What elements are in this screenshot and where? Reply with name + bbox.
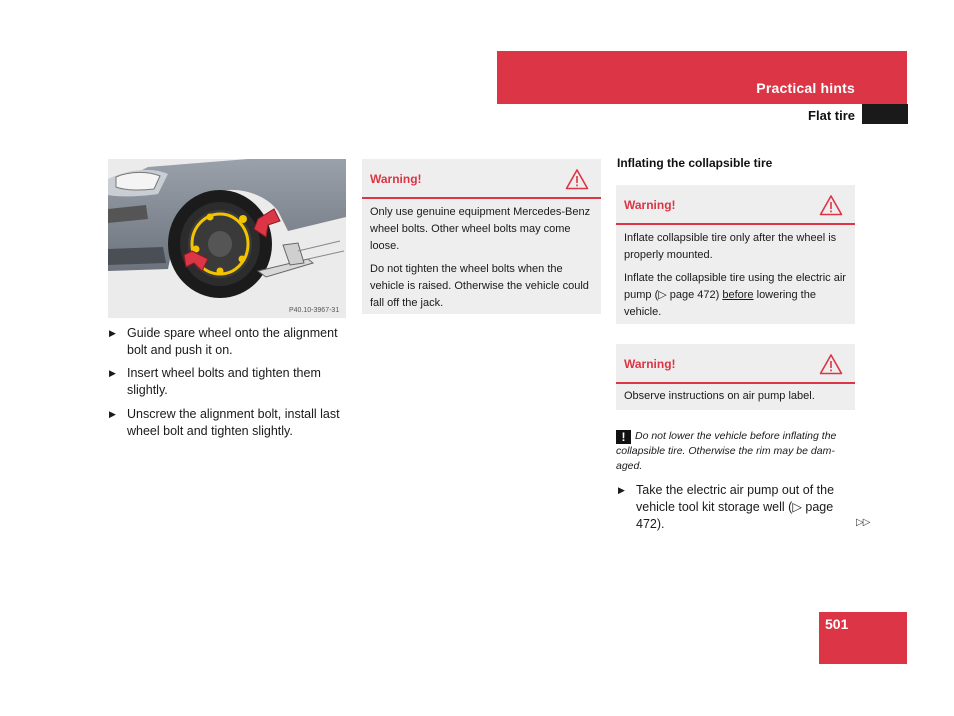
list-item: ▶ Take the electric air pump out of the vehicle tool kit storage well (▷ page 472). [618,483,835,531]
bullet-triangle-icon: ▶ [618,485,625,495]
bullet-triangle-icon: ▶ [109,409,116,419]
thumb-tab [862,104,908,124]
warning-box [616,344,855,410]
warning-triangle-icon [819,194,843,216]
warning-header [362,159,601,199]
section-title: Practical hints [756,80,855,96]
warning-title: Warning! [624,198,676,212]
exclamation-icon: ! [616,430,631,444]
warning-body: Inflate collapsible tire only after the wheel is properly mounted. Inflate the collapsible tire using the electric air pump (▷ page 472) before lowering the vehicle. [624,232,846,318]
list-item: ▶ Unscrew the alignment bolt, install last wheel bolt and tighten slightly. [109,407,340,438]
warning-header [616,344,855,384]
warning-triangle-icon [819,353,843,375]
bullet-triangle-icon: ▶ [109,368,116,378]
header-band [497,51,907,104]
warning-title: Warning! [624,357,676,371]
page-number: 501 [825,616,849,632]
warning-box [362,159,601,314]
section-heading: Inflating the collapsible tire [617,156,773,170]
warning-body: Observe instructions on air pump label. [624,390,815,402]
warning-header [616,185,855,225]
wheel-illustration [108,159,346,318]
list-item: ▶ Insert wheel bolts and tighten them slightly. [109,366,321,397]
notice: ! Do not lower the vehicle before inflating the collapsible tire. Otherwise the rim may be dam-aged. [616,430,837,472]
warning-title: Warning! [370,172,422,186]
list-item: ▶ Guide spare wheel onto the alignment bolt and push it on. [109,326,338,357]
continued-icon: ▷▷ [856,517,870,528]
figure-code: P40.10-3967-31 [289,307,340,314]
subsection-title: Flat tire [808,108,855,123]
warning-body: Only use genuine equipment Mercedes-Benz wheel bolts. Other wheel bolts may come loose. Do not tighten the wheel bolts when the vehicle is raised. Otherwise the vehicle could fall off the jack. [370,206,591,309]
warning-triangle-icon [565,168,589,190]
underlined-emphasis: before [722,289,754,301]
bullet-triangle-icon: ▶ [109,328,116,338]
warning-box [616,185,855,324]
